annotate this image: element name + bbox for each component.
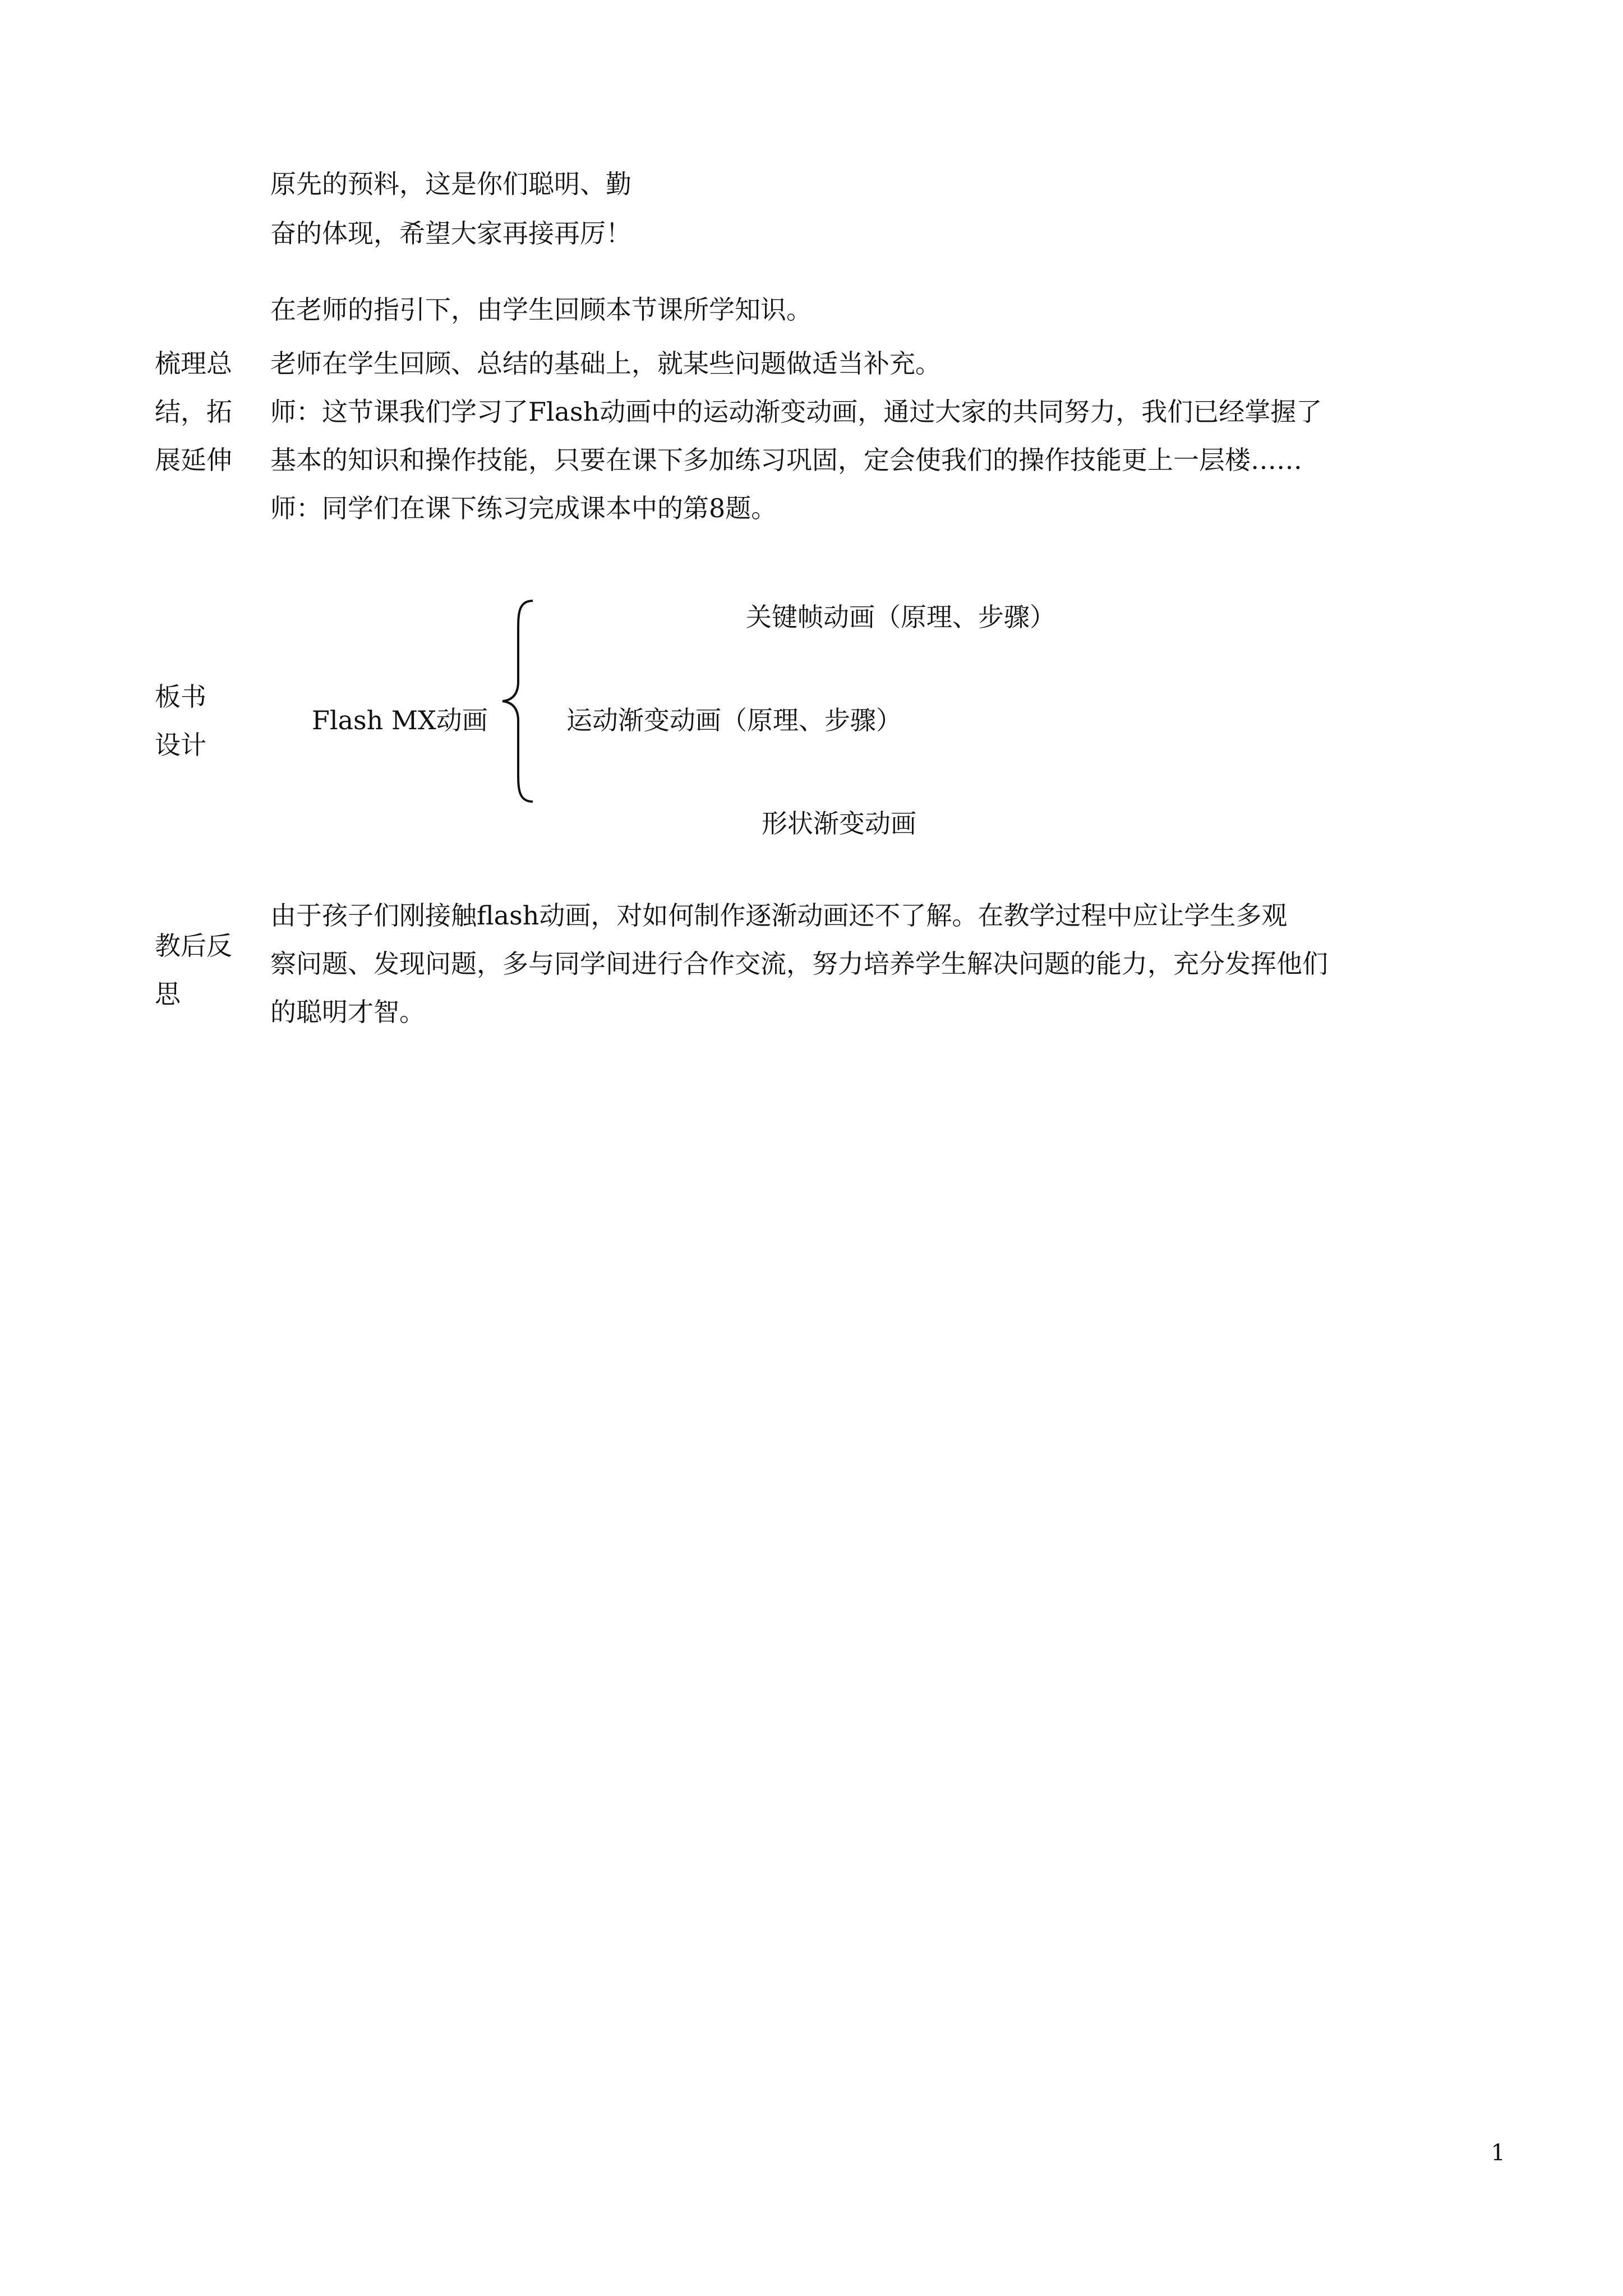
reflection-label-line-1: 教后反 xyxy=(155,931,232,961)
board-branch-1: 关键帧动画（原理、步骤） xyxy=(746,602,1055,632)
intro-line-1: 原先的预料，这是你们聪明、勤 xyxy=(270,169,631,199)
reflection-line-3: 的聪明才智。 xyxy=(270,997,425,1027)
summary-label-line-3: 展延伸 xyxy=(155,445,232,475)
intro-line-2: 奋的体现，希望大家再接再厉！ xyxy=(270,218,631,249)
board-label-line-1: 板书 xyxy=(155,682,206,712)
board-root: Flash MX动画 xyxy=(312,705,488,735)
summary-paragraph-2: 老师在学生回顾、总结的基础上，就某些问题做适当补充。 xyxy=(270,348,941,379)
summary-paragraph-5: 师：同学们在课下练习完成课本中的第8题。 xyxy=(270,493,777,523)
page-number: 1 xyxy=(1491,2140,1505,2166)
summary-paragraph-1: 在老师的指引下，由学生回顾本节课所学知识。 xyxy=(270,295,812,325)
reflection-line-2: 察问题、发现问题，多与同学间进行合作交流，努力培养学生解决问题的能力，充分发挥他们 xyxy=(270,949,1328,979)
brace-icon xyxy=(499,597,544,805)
summary-paragraph-3: 师：这节课我们学习了Flash动画中的运动渐变动画，通过大家的共同努力，我们已经掌握了 xyxy=(270,397,1322,427)
board-branch-2: 运动渐变动画（原理、步骤） xyxy=(566,705,902,735)
summary-paragraph-4: 基本的知识和操作技能，只要在课下多加练习巩固，定会使我们的操作技能更上一层楼…… xyxy=(270,445,1302,475)
board-branch-3: 形状渐变动画 xyxy=(762,808,916,839)
reflection-label-line-2: 思 xyxy=(155,979,181,1009)
summary-label-line-1: 梳理总 xyxy=(155,348,232,379)
reflection-line-1: 由于孩子们刚接触flash动画，对如何制作逐渐动画还不了解。在教学过程中应让学生多观 xyxy=(270,900,1288,931)
summary-label-line-2: 结，拓 xyxy=(155,397,232,427)
board-label-line-2: 设计 xyxy=(155,730,206,760)
